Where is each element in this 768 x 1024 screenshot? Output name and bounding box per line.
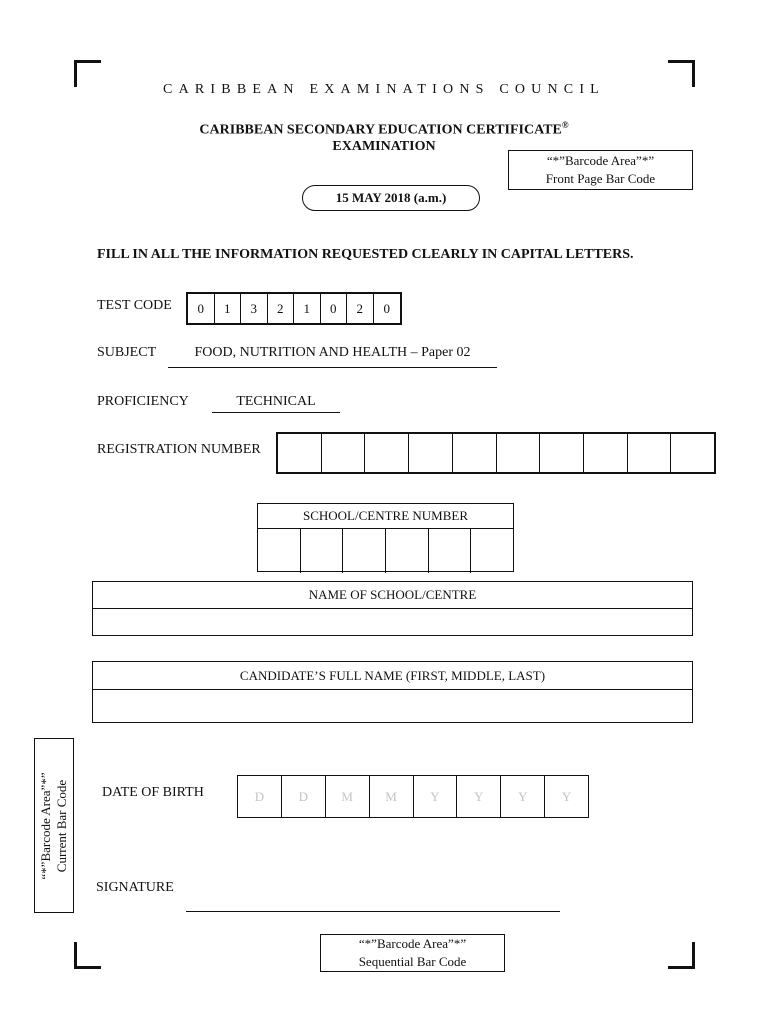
registration-digit-box[interactable] <box>671 434 714 472</box>
barcode-area-label: “*”Barcode Area”*” <box>358 936 467 951</box>
dob-year-box[interactable]: Y <box>457 776 501 817</box>
council-title: CARIBBEAN EXAMINATIONS COUNCIL <box>163 82 605 97</box>
school-centre-digit-box[interactable] <box>386 529 429 573</box>
certificate-line-2: EXAMINATION <box>332 138 436 154</box>
dob-day-box[interactable]: D <box>238 776 282 817</box>
school-centre-digit-box[interactable] <box>429 529 472 573</box>
date-of-birth-label: DATE OF BIRTH <box>102 785 204 800</box>
barcode-area-label: “*”Barcode Area”*” <box>38 771 53 880</box>
current-barcode-area <box>34 738 74 913</box>
school-centre-number-label: SCHOOL/CENTRE NUMBER <box>258 504 513 529</box>
registration-digit-box[interactable] <box>409 434 453 472</box>
registration-digit-box[interactable] <box>322 434 366 472</box>
school-name-box <box>92 581 693 636</box>
subject-label: SUBJECT <box>97 345 157 360</box>
school-centre-number-box <box>257 503 514 572</box>
registration-digit-box[interactable] <box>278 434 322 472</box>
crop-mark-bottom-right <box>668 942 695 969</box>
registered-mark: ® <box>561 120 569 130</box>
barcode-area-label: “*”Barcode Area”*” <box>546 153 655 168</box>
crop-mark-bottom-left <box>74 942 101 969</box>
registration-number-boxes[interactable] <box>276 432 716 474</box>
certificate-title <box>0 117 768 155</box>
subject-field: FOOD, NUTRITION AND HEALTH – Paper 02 <box>168 345 497 368</box>
school-centre-digit-box[interactable] <box>301 529 344 573</box>
date-of-birth-boxes[interactable] <box>237 775 589 818</box>
instruction-text: FILL IN ALL THE INFORMATION REQUESTED CLEARLY IN CAPITAL LETTERS. <box>97 247 634 262</box>
candidate-name-field[interactable] <box>93 690 692 723</box>
registration-number-label: REGISTRATION NUMBER <box>97 442 261 457</box>
dob-day-box[interactable]: D <box>282 776 326 817</box>
front-page-barcode-area <box>508 150 693 190</box>
test-code-boxes <box>186 292 402 325</box>
barcode-area-caption: Current Bar Code <box>54 779 69 872</box>
school-centre-digit-box[interactable] <box>343 529 386 573</box>
test-code-label: TEST CODE <box>97 298 172 313</box>
certificate-line-1: CARIBBEAN SECONDARY EDUCATION CERTIFICATE <box>199 122 562 138</box>
test-code-digit: 2 <box>268 294 295 323</box>
signature-label: SIGNATURE <box>96 880 174 895</box>
school-centre-digit-box[interactable] <box>258 529 301 573</box>
dob-year-box[interactable]: Y <box>414 776 458 817</box>
dob-month-box[interactable]: M <box>370 776 414 817</box>
test-code-digit: 1 <box>215 294 242 323</box>
dob-year-box[interactable]: Y <box>501 776 545 817</box>
barcode-area-caption: Front Page Bar Code <box>545 171 656 186</box>
test-code-digit: 3 <box>241 294 268 323</box>
registration-digit-box[interactable] <box>540 434 584 472</box>
registration-digit-box[interactable] <box>453 434 497 472</box>
school-name-label: NAME OF SCHOOL/CENTRE <box>93 582 692 609</box>
proficiency-field: TECHNICAL <box>212 394 340 413</box>
registration-digit-box[interactable] <box>497 434 541 472</box>
school-name-field[interactable] <box>93 609 692 636</box>
proficiency-label: PROFICIENCY <box>97 394 189 409</box>
registration-digit-box[interactable] <box>628 434 672 472</box>
test-code-digit: 0 <box>188 294 215 323</box>
sequential-barcode-area <box>320 934 505 972</box>
signature-line[interactable] <box>186 895 560 912</box>
candidate-name-box <box>92 661 693 723</box>
barcode-area-caption: Sequential Bar Code <box>358 954 467 969</box>
dob-month-box[interactable]: M <box>326 776 370 817</box>
dob-year-box[interactable]: Y <box>561 789 572 804</box>
registration-digit-box[interactable] <box>584 434 628 472</box>
test-code-digit: 0 <box>321 294 348 323</box>
test-code-digit: 2 <box>347 294 374 323</box>
school-centre-digit-box[interactable] <box>471 529 513 573</box>
candidate-name-label: CANDIDATE’S FULL NAME (FIRST, MIDDLE, LAST) <box>93 662 692 690</box>
registration-digit-box[interactable] <box>365 434 409 472</box>
test-code-digit: 0 <box>383 301 390 316</box>
exam-date-badge: 15 MAY 2018 (a.m.) <box>302 185 480 211</box>
test-code-digit: 1 <box>294 294 321 323</box>
